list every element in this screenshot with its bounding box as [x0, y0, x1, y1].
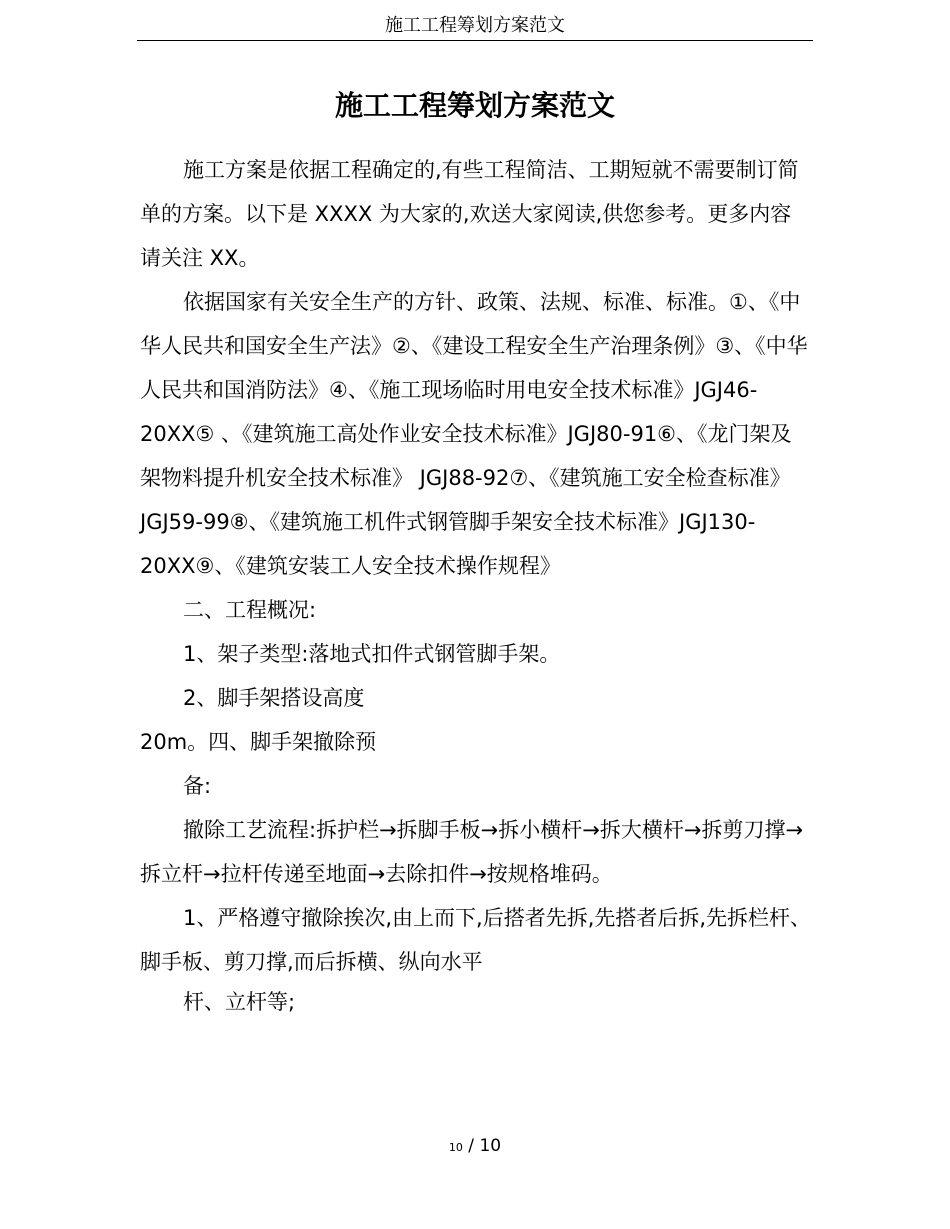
paragraph-preparation: 备:	[183, 774, 212, 798]
paragraph-height-value: 20m。四、脚手架撤除预	[140, 730, 377, 754]
paragraph-scaffold-type: 1、架子类型:落地式扣件式钢管脚手架。	[183, 642, 561, 666]
paragraph-scaffold-height: 2、脚手架搭设高度	[183, 686, 365, 710]
paragraph-section-overview: 二、工程概况:	[183, 598, 317, 622]
running-header: 施工工程筹划方案范文	[137, 12, 813, 41]
paragraph-intro: 施工方案是依据工程确定的,有些工程简洁、工期短就不需要制订简单的方案。以下是 XXXX 为大家的,欢送大家阅读,供您参考。更多内容请关注 XX。	[140, 158, 799, 270]
current-page-number: 10	[448, 1141, 463, 1154]
paragraph-process-flow: 撤除工艺流程:拆护栏→拆脚手板→拆小横杆→拆大横杆→拆剪刀撑→拆立杆→拉杆传递至地面→去除扣件→按规格堆码。	[140, 818, 804, 886]
page-number-separator: /	[462, 1136, 480, 1156]
document-body	[140, 148, 812, 1024]
paragraph-dismantle-continued: 杆、立杆等;	[183, 990, 296, 1014]
total-pages: 10	[479, 1136, 502, 1156]
paragraph-dismantle-order: 1、严格遵守撤除挨次,由上而下,后搭者先拆,先搭者后拆,先拆栏杆、脚手板、剪刀撑,而后拆横、纵向水平	[140, 906, 812, 974]
paragraph-regulations: 依据国家有关安全生产的方针、政策、法规、标准、标准。①、《中华人民共和国安全生产法》②、《建设工程安全生产治理条例》③、《中华人民共和国消防法》④、《施工现场临时用电安全技术标准》JGJ46-20XX⑤ 、《建筑施工高处作业安全技术标准》JGJ80-91⑥、《龙门架及架物料提升机安全技术标准》 JGJ88-92⑦、《建筑施工安全检查标准》 JGJ59-99⑧、《建筑施工机件式钢管脚手架安全技术标准》JGJ130-20XX⑨、《建筑安装工人安全技术操作规程》	[140, 290, 808, 578]
document-title: 施工工程筹划方案范文	[334, 89, 615, 122]
page-number	[0, 1134, 950, 1160]
